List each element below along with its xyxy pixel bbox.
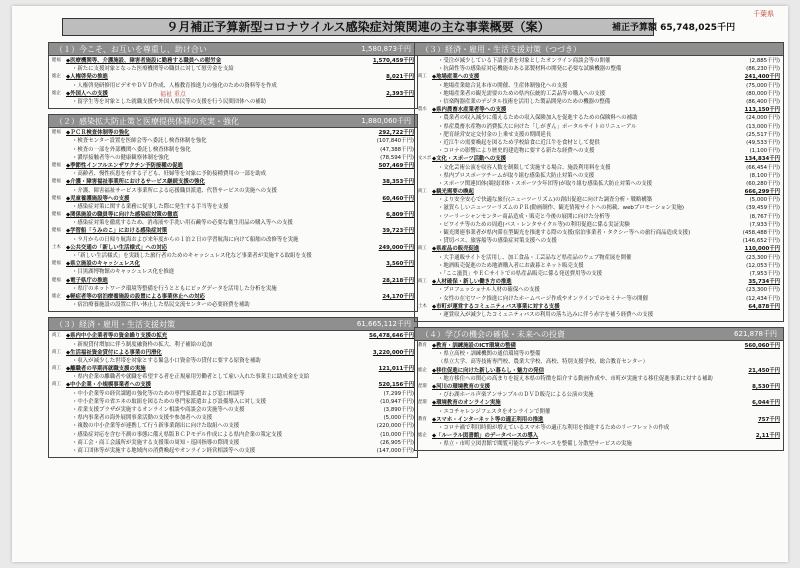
detail-row xyxy=(52,398,414,406)
dept-tag: 土木 xyxy=(418,303,427,309)
item-text: ・コロナの影響により歴史的建造物に要する新たな経費への支援 xyxy=(438,148,595,155)
item-amount: (80,000千円) xyxy=(746,90,780,97)
detail-row xyxy=(418,270,780,278)
detail-row xyxy=(52,252,414,260)
item-text: ・地場産業総合見本市の開催、生産体制強化への支援 xyxy=(438,82,568,89)
item-text: ・中小企業等の経営課題の強化等のための専門家派遣および窓口相談等 xyxy=(72,390,245,397)
item-amount: 35,734千円 xyxy=(748,279,780,286)
detail-row xyxy=(418,82,780,90)
detail-row xyxy=(418,123,780,131)
item-amount: (107,840千円) xyxy=(376,138,414,145)
project-row xyxy=(52,381,414,389)
item-amount: (23,300千円) xyxy=(746,287,780,294)
detail-row xyxy=(52,357,414,365)
item-text: ◆移住促進に向けた新しい暮らし・魅力の発信 xyxy=(432,367,544,374)
detail-row xyxy=(418,147,780,155)
item-text: （県立大学、高等技術専門校、農業大学校、高校、特別支援学校、総合教育センター） xyxy=(438,359,649,366)
item-amount: (26,905千円) xyxy=(380,439,414,446)
section-title: （２）感染拡大防止策と医療提供体制の充実・強化 xyxy=(55,116,239,126)
project-row xyxy=(52,332,414,340)
detail-row xyxy=(418,262,780,270)
item-amount: (13,000千円) xyxy=(746,123,780,130)
detail-row xyxy=(418,204,780,212)
item-text: ・宿泊療養施設の設置に伴い休止した県民交流センターの必要経費を補助 xyxy=(72,302,250,309)
detail-row xyxy=(52,186,414,194)
project-row xyxy=(52,162,414,170)
dept-tag: 商工 xyxy=(52,366,61,372)
section-amount: 1,580,873千円 xyxy=(361,45,411,53)
item-text: ◆県産品の販売促進 xyxy=(432,246,480,253)
project-row xyxy=(52,57,414,65)
item-amount: 134,834千円 xyxy=(744,156,780,163)
item-text: ◆中小企業・小規模事業者への支援 xyxy=(66,382,152,389)
dept-tag: 農水 xyxy=(418,107,427,113)
detail-row xyxy=(52,414,414,422)
item-text: ・地方移住への関心の高まりを捉え本県の特徴を紹介する動画作成や、市町が実施する移住促進事業に対する補助 xyxy=(438,375,713,382)
item-text: ・目黒湖博物館のキャッシュレス化を推進 xyxy=(72,269,175,276)
item-amount: 121,011千円 xyxy=(378,366,414,373)
item-text: ・ツーリーシャンセンター商品造成・販売と今後の展開に向けた分析等 xyxy=(438,213,611,220)
item-amount: 507,469千円 xyxy=(378,162,414,169)
item-amount: (7,953千円) xyxy=(749,270,780,277)
detail-row xyxy=(52,98,414,106)
project-row xyxy=(52,365,414,373)
dept-tag: 健福 xyxy=(52,228,61,234)
item-text: ◆離職者の早期再就職支援の実施 xyxy=(66,366,146,373)
item-text: ・産業支援プラザが実施するオンライン相談や商談会の実施等への支援 xyxy=(72,407,245,414)
item-amount: (86,400千円) xyxy=(746,99,780,106)
detail-row xyxy=(418,358,780,366)
item-amount: 8,021千円 xyxy=(386,74,414,81)
detail-row xyxy=(418,98,780,106)
right-column xyxy=(414,42,784,456)
document-page xyxy=(12,6,788,562)
item-text: ・プロフェッショナル人材の確保への支援 xyxy=(438,287,540,294)
item-amount: (5,000千円) xyxy=(383,415,414,422)
item-amount: 39,723千円 xyxy=(382,228,414,235)
detail-row xyxy=(52,431,414,439)
item-amount: (25,517千円) xyxy=(746,131,780,138)
dept-tag: 健福 xyxy=(52,212,61,218)
item-text: ◆児童養護施設等への支援 xyxy=(66,195,130,202)
project-row xyxy=(52,211,414,219)
item-text: ・抗菌性等の感染症対応機能のある部製材料の開発に必要な試験機器の整備 xyxy=(438,66,622,73)
item-amount: (458,488千円) xyxy=(742,230,780,237)
item-text: ◆人材確保・新しい働き方の推進 xyxy=(432,279,512,286)
item-text: ・「新しい生活様式」を実践した旅行者のためのキャッシュレス化など事業者が実施する取組を支援 xyxy=(72,253,312,260)
detail-row xyxy=(418,196,780,204)
item-text: ・検査センター設置を医師会等へ委託し検査体制を強化 xyxy=(72,138,207,145)
dept-tag: 商工 xyxy=(52,382,61,388)
item-amount: 757千円 xyxy=(757,416,780,423)
item-text: ・高齢者、慢性疾患を有する子ども、妊婦等を対象に予防接種費用の一部を助成 xyxy=(72,171,267,178)
item-text: ◆季節性インフルエンザワクチン予防接種の促進 xyxy=(66,162,183,169)
item-amount: 292,722千円 xyxy=(378,130,414,137)
item-text: ・より安全安心で快適な旅行(ニューツーリズム)の創出促進に向けた調査分析・戦略構築 xyxy=(438,197,653,204)
item-text: ◆県内農畜水産業者等への支援 xyxy=(432,107,507,114)
dept-tag: 商工 xyxy=(52,333,61,339)
item-amount: (147,000千円) xyxy=(376,447,414,454)
item-amount: (66,454千円) xyxy=(746,164,780,171)
section-title: （４）学びの機会の確保・未来への投資 xyxy=(421,329,565,339)
item-amount: 21,450千円 xyxy=(748,367,780,374)
detail-row xyxy=(52,137,414,145)
item-amount: 3,560千円 xyxy=(386,261,414,268)
detail-row xyxy=(52,373,414,381)
item-text: ・感染症対策に関する業務に従事した際に発生する手当等を支援 xyxy=(72,203,229,210)
section-title: （１）今こそ、お互いを尊重し、助け合い xyxy=(55,44,207,54)
project-row xyxy=(52,73,414,81)
detail-row xyxy=(52,447,414,455)
section-amount: 61,665,112千円 xyxy=(356,320,411,329)
dept-tag: 健福 xyxy=(52,277,61,283)
section-title: （３）経済・雇用・生活支援対策（つづき） xyxy=(421,44,581,54)
dept-tag: 健福 xyxy=(52,162,61,168)
item-amount: 56,478,646千円 xyxy=(369,333,414,340)
section-header xyxy=(415,43,783,56)
section-col-left-1 xyxy=(48,114,418,312)
section-col-left-2 xyxy=(48,317,418,458)
item-text: ・県産農畜水産物の消費拡大に向けた「しがぎん」ポータルサイトのリニューアル xyxy=(438,123,637,130)
dept-tag: 総企 xyxy=(418,433,427,439)
dept-tag: 商工 xyxy=(418,74,427,80)
dept-tag: 琵環 xyxy=(418,400,427,406)
item-text: ◆関係施設の職員等に向けた感染症対策の徹底 xyxy=(66,212,178,219)
item-text: ◆学習船「うみのこ」における感染症対策 xyxy=(66,228,168,235)
dept-tag: 健福 xyxy=(52,58,61,64)
item-amount: (220,000千円) xyxy=(376,423,414,430)
detail-row xyxy=(418,375,780,383)
item-text: ◆環境教育のオンライン実施 xyxy=(432,400,501,407)
dept-tag: 商工 xyxy=(52,349,61,355)
detail-row xyxy=(52,301,414,309)
item-amount: (1,100千円) xyxy=(749,148,780,155)
item-text: ・新たに支援対象となった医療機関等の職員に対して慰労金を支給 xyxy=(72,66,234,73)
section-header xyxy=(49,43,417,56)
section-title: （３）経済・雇用・生活支援対策 xyxy=(55,319,175,329)
item-amount: 8,530千円 xyxy=(752,384,780,391)
section-header xyxy=(49,318,417,331)
item-amount: 6,809千円 xyxy=(386,212,414,219)
item-text: ・肥育経営安定交付金の上乗せ支援の期間延長 xyxy=(438,131,552,138)
dept-tag: 健福 xyxy=(52,179,61,185)
detail-row xyxy=(418,114,780,122)
detail-row xyxy=(418,213,780,221)
dept-tag: 琵環 xyxy=(418,384,427,390)
detail-row xyxy=(52,390,414,398)
item-amount: (146,652千円) xyxy=(742,238,780,245)
item-amount: (7,299千円) xyxy=(383,390,414,397)
item-amount: (60,280千円) xyxy=(746,180,780,187)
item-text: ・スポーツ関連団体(競技団体・スポーツ少年団等)が取り組む感染拡大防止対策への支援 xyxy=(438,180,653,187)
detail-row xyxy=(418,254,780,262)
item-amount: (5,000千円) xyxy=(749,197,780,204)
item-text: ・県立高校・訓練機関の通信環境等の整備 xyxy=(438,351,541,358)
item-text: ・貸切バス、旅客船等の感染症対策支援への支援 xyxy=(438,238,557,245)
item-amount: (10,000千円) xyxy=(380,431,414,438)
item-text: ・信楽陶器産業のデジタル技術を活用した製品開発のための機器の整備 xyxy=(438,99,611,106)
item-text: ◆介護・障害福祉事業所におけるサービス継続支援の強化 xyxy=(66,179,205,186)
detail-row xyxy=(418,229,780,237)
project-row xyxy=(418,416,780,424)
detail-row xyxy=(52,340,414,348)
detail-row xyxy=(52,154,414,162)
project-row xyxy=(52,349,414,357)
project-row xyxy=(52,260,414,268)
project-row xyxy=(418,278,780,286)
item-text: ・介護、障害福祉サービス事業所による応援職員派遣、代替サービスの実施への支援 xyxy=(72,187,277,194)
item-amount: 241,400千円 xyxy=(744,74,780,81)
item-amount: 249,000千円 xyxy=(378,244,414,251)
detail-row xyxy=(418,163,780,171)
item-text: ・感染症対策を徹底するため、消毒液や手洗い用石鹸等の必要な衛生用品の購入等への支援 xyxy=(72,220,293,227)
item-text: ◆人権啓発の推進 xyxy=(66,74,108,81)
item-text: ・９月からの日帰り航海および来年度からの１泊２日の学習航海に向けて船舶の改修等を実施 xyxy=(72,236,299,243)
item-text: ◆ＰＣＲ検査体制等の強化 xyxy=(66,130,130,137)
project-row xyxy=(418,367,780,375)
detail-row xyxy=(52,203,414,211)
corner-stamp: 千葉県 xyxy=(753,10,774,18)
project-row xyxy=(418,342,780,350)
dept-tag: 土木 xyxy=(52,244,61,250)
handwritten-note: 福祉 重点 xyxy=(160,91,186,98)
detail-row xyxy=(52,406,414,414)
item-amount: (78,594千円) xyxy=(380,154,414,161)
section-col-right-0 xyxy=(414,42,784,322)
dept-tag: 教育 xyxy=(418,416,427,422)
item-text: ・エコチャレンジフェスタをオンラインで開催 xyxy=(438,408,551,415)
item-text: ◆市町が運営するコミュニティバス事業に対する支援 xyxy=(432,303,560,310)
item-text: ・びわ湖ホール声楽アンサンブルのＤＶＤ販売による公演の実施 xyxy=(438,392,594,399)
project-row xyxy=(418,303,780,311)
item-text: ・収入が減少した世帯を対象とする緊急小口資金等の貸付に要する原資を補助 xyxy=(72,357,261,364)
project-row xyxy=(418,245,780,253)
item-text: ・県立・市町立図書館で閲覧可能なデータベースを整備し分散型サービスの実施 xyxy=(438,441,632,448)
detail-row xyxy=(418,408,780,416)
item-text: ・農業者の収入減少に備えるための収入保険加入を促進するための保険料への補助 xyxy=(438,115,638,122)
item-text: ◆観光需要の喚起 xyxy=(432,189,474,196)
detail-row xyxy=(52,236,414,244)
section-col-left-0 xyxy=(48,42,418,109)
item-amount: 6,044千円 xyxy=(752,400,780,407)
detail-row xyxy=(418,57,780,65)
detail-row xyxy=(52,170,414,178)
item-text: ◆外国人への支援 xyxy=(66,90,108,97)
item-amount: (10,947千円) xyxy=(380,398,414,405)
item-text: ◆県立施設のキャッシュレス化 xyxy=(66,261,140,268)
item-amount: 113,150千円 xyxy=(744,107,780,114)
item-text: ・受注が減少している下請企業を対象としたオンライン商談会等の開催 xyxy=(438,58,611,65)
item-amount: 2,393千円 xyxy=(386,90,414,97)
item-amount: 560,060千円 xyxy=(744,343,780,350)
section-amount: 621,878千円 xyxy=(734,330,777,338)
item-amount: (47,388千円) xyxy=(380,146,414,153)
item-amount: 666,299千円 xyxy=(744,189,780,196)
item-amount: 110,000千円 xyxy=(744,246,780,253)
item-amount: (23,300千円) xyxy=(746,254,780,261)
item-amount: 64,878千円 xyxy=(748,303,780,310)
project-row xyxy=(52,293,414,301)
item-amount: (8,767千円) xyxy=(749,213,780,220)
dept-tag: 健福 xyxy=(52,261,61,267)
detail-row xyxy=(52,146,414,154)
project-row xyxy=(418,188,780,196)
item-text: ◆河川の環境教育の支援 xyxy=(432,384,491,391)
item-text: ・女性の在宅ワーク推進に向けたホームページ作成やオンラインでのセミナー等の開催 xyxy=(438,295,648,302)
project-row xyxy=(52,195,414,203)
detail-row xyxy=(418,286,780,294)
detail-row xyxy=(418,139,780,147)
item-amount: (8,100千円) xyxy=(749,172,780,179)
item-amount: (49,533千円) xyxy=(746,139,780,146)
dept-tag: 教育 xyxy=(418,343,427,349)
dept-tag: 商工 xyxy=(418,246,427,252)
dept-tag: 商工 xyxy=(418,189,427,195)
item-text: ◆医療機関等、介護施設、障害者施設に勤務する職員への慰労金 xyxy=(66,58,222,65)
project-row xyxy=(52,129,414,137)
item-text: ・濃厚接触者等への健康観察体制を強化 xyxy=(72,154,170,161)
project-row xyxy=(418,383,780,391)
project-row xyxy=(52,90,414,98)
dept-tag: 健福 xyxy=(52,130,61,136)
detail-row xyxy=(418,237,780,245)
detail-row xyxy=(52,285,414,293)
item-amount: (75,000千円) xyxy=(746,82,780,89)
item-amount: (24,000千円) xyxy=(746,115,780,122)
page-title: ９月補正予算新型コロナウイルス感染症対策関連の主な事業概要（案） xyxy=(62,18,654,36)
item-text: ◆電子県庁の推進 xyxy=(66,277,108,284)
item-text: ・地場産業者の観光需要のための県内伝統的工芸品等の購入への支援 xyxy=(438,90,606,97)
project-row xyxy=(52,244,414,252)
detail-row xyxy=(418,65,780,73)
section-col-right-1 xyxy=(414,327,784,451)
item-amount: 2,11千円 xyxy=(755,433,780,440)
item-text: ・中小企業等の省エネの取組を図るための専門家派遣および設備導入に対し支援 xyxy=(72,398,267,405)
item-text: ・コロナ禍で利用時間が増えているスマホ等の適正な利用を推進するためのリーフレットの作成 xyxy=(438,424,670,431)
item-text: ◆県内中小企業者等の資金繰り支援の拡充 xyxy=(66,333,168,340)
item-amount: 24,170千円 xyxy=(382,293,414,300)
dept-tag: 商工 xyxy=(418,279,427,285)
dept-tag: 総企 xyxy=(52,293,61,299)
item-text: ・県内プロスポーツチームが取り組む感染拡大防止対策への支援 xyxy=(438,172,595,179)
item-text: ◆「ルーラル図書館」のデータベースの導入 xyxy=(432,433,539,440)
detail-row xyxy=(418,350,780,358)
item-amount: (12,053千円) xyxy=(746,262,780,269)
project-row xyxy=(52,277,414,285)
project-row xyxy=(418,432,780,440)
item-amount: 3,220,000千円 xyxy=(372,349,414,356)
item-text: ・人権啓発研修用ビデオやＤＶＤ作成、人権教育推進力の強化のための資料等を作成 xyxy=(72,82,277,89)
item-text: ・文化芸術公演を収容人数を制限して実施する場合、施設利用料を支援 xyxy=(438,164,611,171)
detail-row xyxy=(418,131,780,139)
project-row xyxy=(418,399,780,407)
item-amount: (3,890千円) xyxy=(383,407,414,414)
project-row xyxy=(418,106,780,114)
section-header xyxy=(49,115,417,128)
item-text: ・感染症対応を含む不測の事態に備え県版ＢＣＰモデル作成による県内企業の策定支援 xyxy=(72,431,282,438)
budget-total: 補正予算額 65,748,025千円 xyxy=(612,23,736,33)
detail-row xyxy=(418,311,780,319)
section-header xyxy=(415,328,783,341)
detail-row xyxy=(418,221,780,229)
item-text: ・大手通販サイトを活用し、加工食品・工芸品など県産品のウェブ物産展を開催 xyxy=(438,254,632,261)
item-text: ◆地場産業への支援 xyxy=(432,74,480,81)
detail-row xyxy=(418,90,780,98)
detail-row xyxy=(52,439,414,447)
item-amount: 1,570,459千円 xyxy=(372,58,414,65)
item-text: ・近江牛の需要喚起を図るため学校給食に近江牛を食材として提供 xyxy=(438,139,600,146)
item-text: ・商工会・商工会議所が実施する支援策の周知・巡回指導の際間支援 xyxy=(72,439,240,446)
dept-tag: 文スポ xyxy=(418,156,432,162)
detail-row xyxy=(52,65,414,73)
project-row xyxy=(418,73,780,81)
item-text: ・留学生等を対象とした就職支援や外国人県民等の支援を行う民間団体への補助 xyxy=(72,99,267,106)
item-amount: 38,353千円 xyxy=(382,179,414,186)
item-text: ・「ここ滋賀」やＥＣサイトでの県産品販売に係る発送費用等の支援 xyxy=(438,270,603,277)
dept-tag: 総企 xyxy=(52,90,61,96)
item-text: ・県庁のネットワーク環境等整備を行うとともにビッグデータを活用した分析を実施 xyxy=(72,285,277,292)
item-amount: (2,885千円) xyxy=(749,58,780,65)
detail-row xyxy=(418,440,780,448)
project-row xyxy=(52,178,414,186)
item-text: ・観光関連事業者が県内滞在型観光を推進する際の支援(宿泊事業者・タクシー等への旅行商品造成支援) xyxy=(438,230,691,237)
item-text: ◆生活福祉資金貸付による事業の円滑化 xyxy=(66,349,162,356)
item-text: ・複数の中小企業等が連携して行う新事業創出に向けた取組への支援 xyxy=(72,423,240,430)
project-row xyxy=(52,227,414,235)
item-text: ・地酒販売促進のため地酒購入者にお歳暮とネット販売支援 xyxy=(438,262,584,269)
item-text: ・検査の一部を外部機関へ委託し検査体制を強化 xyxy=(72,146,191,153)
project-row xyxy=(418,155,780,163)
item-text: ・商工団体等が実施する地域内の消費喚起やオンライン経営相談等への支援 xyxy=(72,447,256,454)
item-amount: (12,434千円) xyxy=(746,295,780,302)
item-text: ◆文化・スポーツ活動への支援 xyxy=(432,156,507,163)
item-amount: 60,460千円 xyxy=(382,195,414,202)
item-text: ◆教育・訓練施設のICT環境の整備 xyxy=(432,343,516,350)
detail-row xyxy=(418,424,780,432)
dept-tag: 総企 xyxy=(52,74,61,80)
item-amount: (86,230千円) xyxy=(746,66,780,73)
item-text: ◆軽症者等の宿泊療養施設の設置による事業休止への対応 xyxy=(66,293,205,300)
item-text: ・ビワイチ等のための周遊(バス・レンタサイクル等)の利用促進に係る実証実験 xyxy=(438,221,630,228)
item-text: ・運賃収入が減少したコミュニティバスの利用の落ち込みに伴う赤字を補う経費への支援 xyxy=(438,311,654,318)
item-text: ・県内事業者の海外展開事業活動の支援や参加者への支援 xyxy=(72,415,213,422)
item-amount: 28,218千円 xyxy=(382,277,414,284)
item-text: ・滋賀らしいニューツーリズムのＰＲ(動画制作、観光情報サイトへの掲載、webプロモーション実施) xyxy=(438,205,685,212)
detail-row xyxy=(52,268,414,276)
section-amount: 1,880,060千円 xyxy=(361,117,411,126)
item-amount: (39,459千円) xyxy=(746,205,780,212)
detail-row xyxy=(418,172,780,180)
detail-row xyxy=(418,294,780,302)
detail-row xyxy=(52,219,414,227)
item-text: ・県内企業の離職者や就職を希望する者を正規雇用労働者として雇い入れた事業主に助成金を支給 xyxy=(72,374,310,381)
item-text: ◆公共交通の「新しい生活様式」への対応 xyxy=(66,244,168,251)
detail-row xyxy=(52,82,414,90)
item-text: ・新規貸付増加に伴う制度融資枠の拡大、利子補給の追加 xyxy=(72,341,213,348)
item-text: ◆スマホ・インターネット等の適正利用の推進 xyxy=(432,416,544,423)
detail-row xyxy=(418,180,780,188)
item-amount: 520,156千円 xyxy=(378,382,414,389)
item-amount: (7,933千円) xyxy=(749,221,780,228)
detail-row xyxy=(418,391,780,399)
dept-tag: 総企 xyxy=(418,367,427,373)
left-column xyxy=(48,42,418,463)
dept-tag: 健福 xyxy=(52,195,61,201)
detail-row xyxy=(52,422,414,430)
